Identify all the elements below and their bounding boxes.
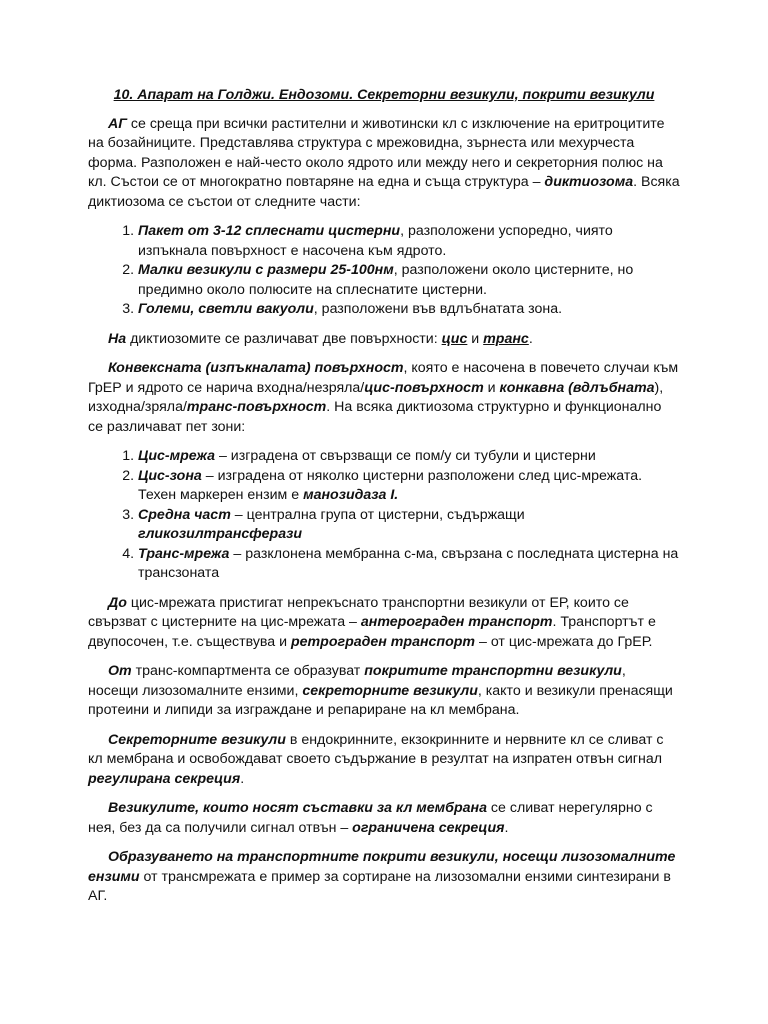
text: , разположени около цистерните, но предимно около полюсите на сплеснатите цистерни. xyxy=(138,262,634,298)
text: , носещи лизозомалните ензими, xyxy=(88,663,626,699)
text: и xyxy=(483,379,500,396)
list-item xyxy=(138,300,680,320)
term: ограничена секреция xyxy=(352,819,505,836)
term: Цис-зона xyxy=(138,467,202,484)
term: Секреторните везикули xyxy=(108,731,286,748)
paragraph-surfaces xyxy=(88,330,680,350)
term: Пакет от 3-12 сплеснати цистерни xyxy=(138,223,401,239)
term: диктиозома xyxy=(544,174,634,190)
text: се сливат нерегулярно с нея, без да са получили сигнал отвън – xyxy=(88,800,653,836)
paragraph-membrane-vesicles xyxy=(88,799,680,838)
term: ретрограден транспорт xyxy=(291,633,476,650)
text: – от цис-мрежата до ГрЕР. xyxy=(475,633,653,650)
term: На xyxy=(108,330,127,347)
term: манозидаза I. xyxy=(303,487,399,503)
text: в ендокринните, екзокринните и нервните кл се сливат с кл мембрана и освобождават своето съдържание в резултат на изпратен отвън сигнал xyxy=(88,731,664,767)
term: покритите транспортни везикули xyxy=(364,663,622,679)
term: секреторните везикули xyxy=(302,682,478,699)
text: , разположени във вдлъбнатата зона. xyxy=(313,301,563,317)
text: – разклонена мембранна с-ма, свързана с последната цистерна на трансзоната xyxy=(138,545,679,581)
term: Образуването на транспортните покрити везикули, носещи лизозомалните ензими xyxy=(88,849,676,885)
list-item xyxy=(138,506,680,545)
text: – изградена от свързващи се пом/у си тубули и цистерни xyxy=(215,448,596,464)
list-item xyxy=(138,467,680,506)
list-item xyxy=(138,222,680,261)
text: ), изходна/зряла/ xyxy=(88,379,664,415)
term-underlined: транс xyxy=(483,330,529,347)
term: гликозилтрансферази xyxy=(138,526,303,542)
text: – централна група от цистерни, съдържащи xyxy=(230,506,525,523)
term: АГ xyxy=(108,115,127,132)
term: Цис-мрежа xyxy=(138,448,215,464)
paragraph-convex-surface xyxy=(88,359,680,437)
term: Конвексната (изпъкналата) повърхност xyxy=(108,360,404,376)
document-title: 10. Апарат на Голджи. Ендозоми. Секреторни везикули, покрити везикули xyxy=(113,87,655,103)
document-page xyxy=(88,86,680,917)
dictyosome-parts-list xyxy=(88,222,680,320)
text: . Всяка диктиозома се състои от следните части: xyxy=(88,174,680,210)
term: Големи, светли вакуоли xyxy=(138,301,314,317)
list-item xyxy=(138,545,680,584)
text: , която е насочена в повечето случаи към ГрЕР и ядрото се нарича входна/незряла/ xyxy=(88,360,679,396)
term: транс-повърхност xyxy=(186,399,327,415)
text: – изградена от няколко цистерни разположени след цис-мрежата. Техен маркерен ензим е xyxy=(138,467,643,503)
term: регулирана секреция xyxy=(88,770,241,787)
term: цис-повърхност xyxy=(364,379,484,396)
text: се среща при всички растителни и животински кл с изключение на еритроцитите на бозайниците. Представлява структура с мрежовидна, зърнеста или мехурчеста форма. Разположен е най-често около ядрото или между него и секреторния полюс на кл. Състои се от многократно повтаряне на една и съща структура – xyxy=(88,115,665,190)
term: До xyxy=(108,594,127,611)
text: . xyxy=(528,330,533,347)
text: . Транспортът е двупосочен, т.е. съществува и xyxy=(88,614,656,650)
text: . xyxy=(504,819,509,836)
paragraph-sorting xyxy=(88,848,680,907)
text: транс-компартмента се образуват xyxy=(131,663,365,679)
paragraph-secretory-vesicles xyxy=(88,731,680,790)
term: Везикулите, които носят съставки за кл мембрана xyxy=(108,800,487,816)
list-item xyxy=(138,261,680,300)
term: антерограден транспорт xyxy=(360,614,553,630)
term: Средна част xyxy=(138,506,231,523)
paragraph-transport xyxy=(88,594,680,653)
term: конкавна (вдлъбната xyxy=(499,379,655,396)
text: от трансмрежата е пример за сортиране на лизозомални ензими синтезирани в АГ. xyxy=(88,868,671,904)
term: Малки везикули с размери 25-100нм xyxy=(138,262,394,278)
text: цис-мрежата пристигат непрекъснато транспортни везикули от ЕР, които се свързват с цистерните на цис-мрежата – xyxy=(88,594,629,630)
text: . На всяка диктиозома структурно и функционално се различават пет зони: xyxy=(88,399,662,435)
list-item xyxy=(138,447,680,467)
term-underlined: цис xyxy=(441,330,468,347)
paragraph-trans-compartment xyxy=(88,662,680,721)
paragraph-golgi-intro xyxy=(88,115,680,213)
text: диктиозомите се различават две повърхности: xyxy=(126,330,442,347)
text: , както и везикули пренасящи протеини и липиди за изграждане и репариране на кл мембрана. xyxy=(88,682,673,718)
term: Транс-мрежа xyxy=(138,545,230,562)
text: . xyxy=(240,770,245,787)
term: От xyxy=(108,663,132,679)
dictyosome-zones-list xyxy=(88,447,680,584)
text: и xyxy=(467,330,484,347)
text: , разположени успоредно, чиято изпъкнала повърхност е насочена към ядрото. xyxy=(138,223,613,259)
